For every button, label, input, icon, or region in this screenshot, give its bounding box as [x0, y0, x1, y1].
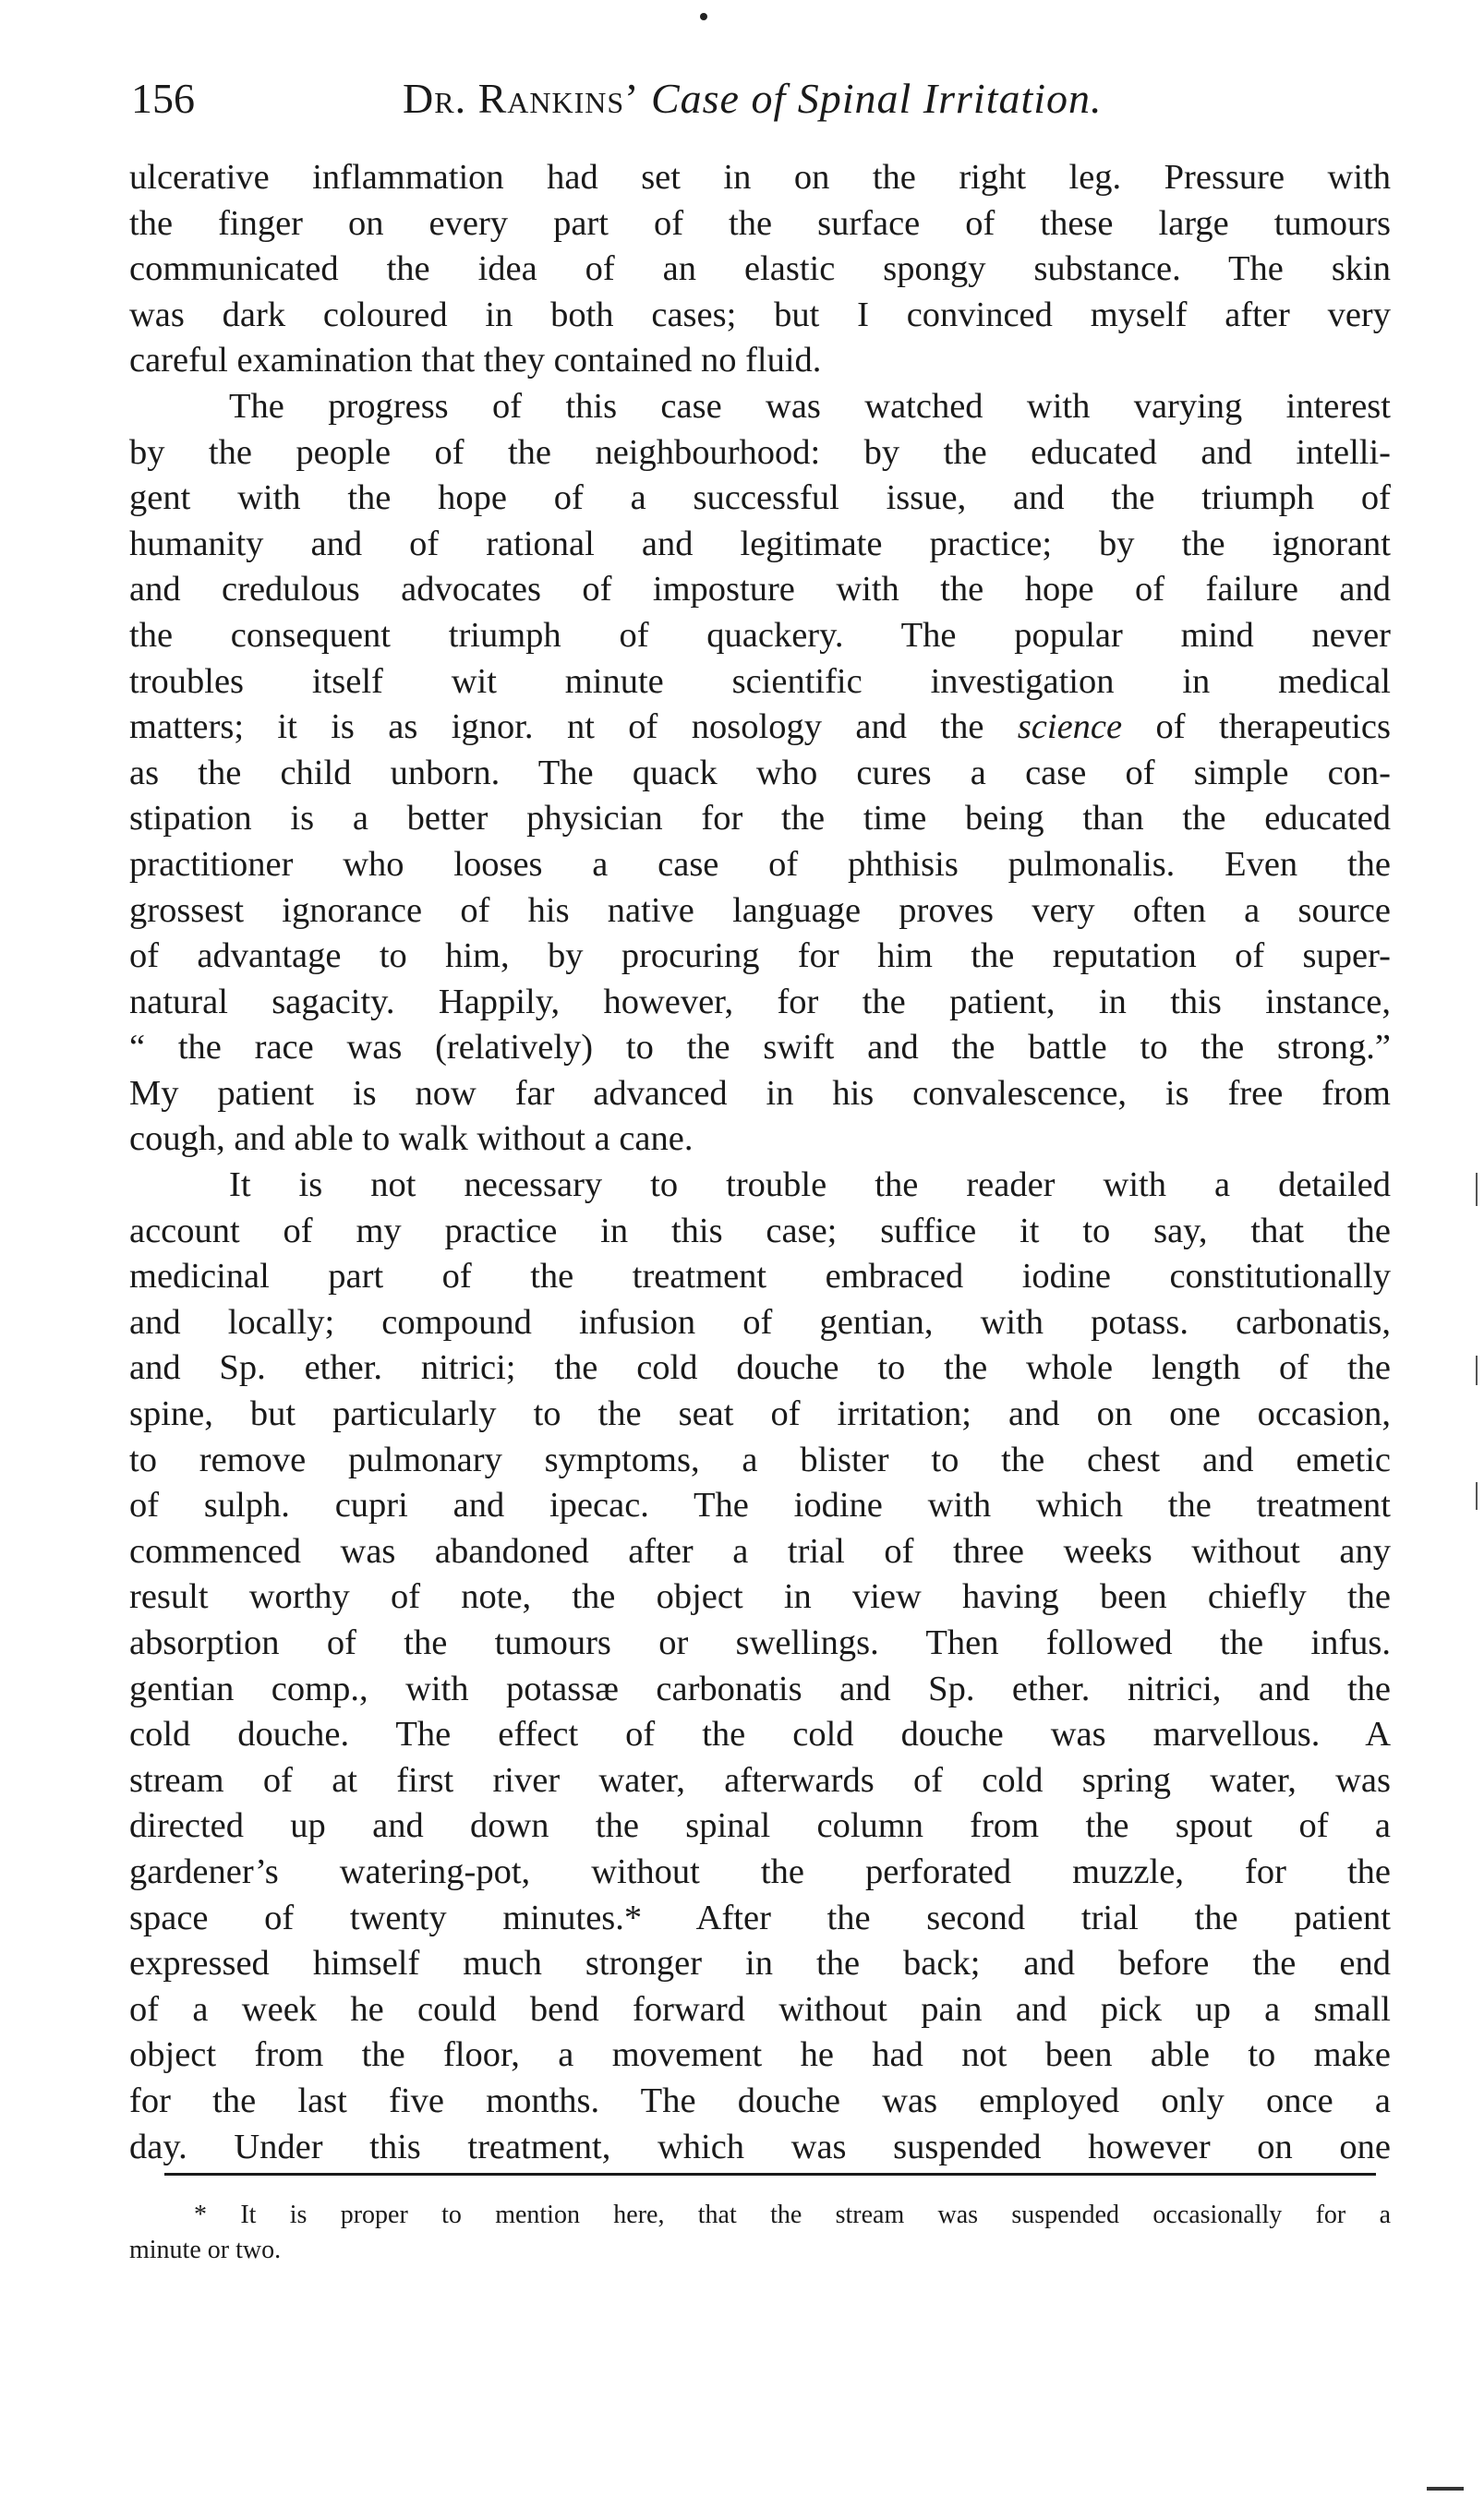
text-line: gardener’s watering-pot, without the perforated muzzle, for the — [129, 1852, 1391, 1891]
text-line-start: matters; it is as ignor. nt of nosology and the — [129, 707, 984, 747]
text-line: was dark coloured in both cases; but I convinced myself after very — [129, 295, 1391, 334]
text-line: ulcerative inflammation had set in on the right leg. Pressure with — [129, 158, 1391, 197]
running-head — [131, 66, 1391, 131]
running-title-case: Case of Spinal Irritation. — [650, 75, 1103, 122]
margin-mark — [1476, 1173, 1478, 1206]
text-line: stream of at first river water, afterwards of cold spring water, was — [129, 1760, 1391, 1800]
text-line: absorption of the tumours or swellings. Then followed the infus. — [129, 1623, 1391, 1662]
running-title-author: Dr. Rankins’ — [403, 75, 640, 122]
text-line: gent with the hope of a successful issue, and the triumph of — [129, 478, 1391, 518]
text-line: day. Under this treatment, which was suspended however on one — [129, 2127, 1391, 2166]
text-line: account of my practice in this case; suffice it to say, that the — [129, 1211, 1391, 1250]
text-line: My patient is now far advanced in his convalescence, is free from — [129, 1073, 1391, 1113]
text-line-with-italic — [129, 705, 1391, 751]
text-line: “ the race was (relatively) to the swift and the battle to the strong.” — [129, 1028, 1391, 1068]
italic-word: science — [1017, 707, 1123, 747]
body-text — [129, 155, 1391, 2170]
text-line: to remove pulmonary symptoms, a blister to the chest and emetic — [129, 1440, 1391, 1479]
footnote-line: * It is proper to mention here, that the stream was suspended occasionally for a — [194, 2201, 1391, 2229]
text-line: as the child unborn. The quack who cures a case of simple con- — [129, 753, 1391, 792]
scan-artifact — [1427, 2487, 1464, 2491]
text-line: object from the floor, a movement he had not been able to make — [129, 2035, 1391, 2075]
text-line: cough, and able to walk without a cane. — [129, 1119, 694, 1159]
text-line: It is not necessary to trouble the reader with a detailed — [229, 1165, 1391, 1205]
text-line: of a week he could bend forward without pain and pick up a small — [129, 1989, 1391, 2029]
margin-mark — [1476, 1482, 1478, 1510]
text-line: result worthy of note, the object in view having been chiefly the — [129, 1577, 1391, 1617]
text-line: and credulous advocates of imposture with the hope of failure and — [129, 570, 1391, 609]
text-line: medicinal part of the treatment embraced iodine constitutionally — [129, 1257, 1391, 1297]
text-line: and locally; compound infusion of gentian, with potass. carbonatis, — [129, 1302, 1391, 1342]
page-number: 156 — [131, 75, 195, 122]
text-line: directed up and down the spinal column from the spout of a — [129, 1806, 1391, 1846]
text-line: troubles itself wit minute scientific investigation in medical — [129, 661, 1391, 701]
text-line: practitioner who looses a case of phthisis pulmonalis. Even the — [129, 844, 1391, 884]
text-line: careful examination that they contained no fluid. — [129, 341, 822, 380]
text-line: grossest ignorance of his native language proves very often a source — [129, 890, 1391, 930]
text-line: commenced was abandoned after a trial of three weeks without any — [129, 1531, 1391, 1571]
text-line: of advantage to him, by procuring for him the reputation of super- — [129, 936, 1391, 976]
text-line: humanity and of rational and legitimate practice; by the ignorant — [129, 524, 1391, 563]
text-line: communicated the idea of an elastic spongy substance. The skin — [129, 249, 1391, 289]
text-line: stipation is a better physician for the time being than the educated — [129, 799, 1391, 838]
running-title — [403, 66, 1103, 131]
ink-dot — [700, 13, 707, 20]
footnote-rule — [164, 2173, 1376, 2176]
text-line: the finger on every part of the surface of these large tumours — [129, 203, 1391, 243]
footnote — [129, 2198, 1391, 2268]
text-line: by the people of the neighbourhood: by the educated and intelli- — [129, 432, 1391, 472]
footnote-line: minute or two. — [129, 2236, 282, 2264]
margin-mark — [1476, 1356, 1478, 1385]
text-line: gentian comp., with potassæ carbonatis and Sp. ether. nitrici, and the — [129, 1669, 1391, 1708]
text-line: the consequent triumph of quackery. The popular mind never — [129, 615, 1391, 655]
text-line-end: of therapeutics — [1155, 707, 1391, 747]
text-line: natural sagacity. Happily, however, for the patient, in this instance, — [129, 982, 1391, 1021]
text-line: and Sp. ether. nitrici; the cold douche to the whole length of the — [129, 1348, 1391, 1388]
text-line: cold douche. The effect of the cold douche was marvellous. A — [129, 1715, 1391, 1755]
text-line: space of twenty minutes.* After the second trial the patient — [129, 1898, 1391, 1937]
text-line: The progress of this case was watched with varying interest — [229, 386, 1391, 426]
text-line: of sulph. cupri and ipecac. The iodine with which the treatment — [129, 1486, 1391, 1526]
text-line: spine, but particularly to the seat of irritation; and on one occasion, — [129, 1394, 1391, 1434]
text-line: expressed himself much stronger in the back; and before the end — [129, 1944, 1391, 1984]
text-line: for the last five months. The douche was employed only once a — [129, 2081, 1391, 2120]
